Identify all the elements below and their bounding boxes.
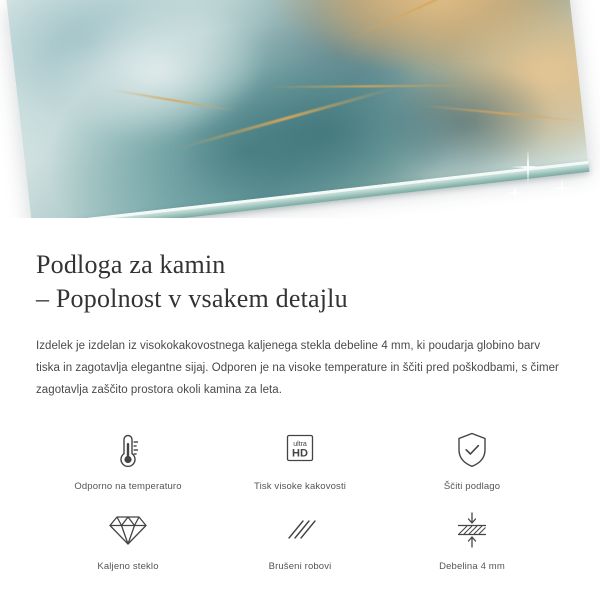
feature-label: Brušeni robovi: [268, 560, 332, 572]
hero-image-inner: [0, 0, 600, 218]
feature-item-thickness: [386, 508, 558, 572]
feature-item-print-quality: [214, 428, 386, 492]
svg-text:HD: HD: [292, 447, 308, 460]
thickness-4mm-icon: [450, 508, 494, 552]
feature-label: Debelina 4 mm: [439, 560, 505, 572]
feature-item-polished-edges: [214, 508, 386, 572]
glass-panel-artwork: [6, 0, 588, 218]
product-description: Izdelek je izdelan iz visokokakovostnega kaljenega stekla debeline 4 mm, ki poudarja globino barv tiska in zagotavlja elegantne sijaj. Odporen je na visoke temperature in ščiti pred poškodbami, s čimer zagotavlja zaščito prostora okoli kamina za leta.: [36, 339, 559, 397]
polished-edges-icon: [279, 508, 321, 552]
feature-item-protection: [386, 428, 558, 492]
feature-label: Ščiti podlago: [443, 480, 501, 492]
page-title-line-1: Podloga za kamin: [36, 250, 226, 279]
thermometer-icon: [111, 428, 145, 472]
feature-item-tempered-glass: [42, 508, 214, 572]
feature-label: Tisk visoke kakovosti: [253, 480, 347, 492]
svg-text:ultra: ultra: [293, 440, 307, 448]
feature-item-temperature: [42, 428, 214, 492]
shield-check-icon: [452, 428, 492, 472]
page-title: [36, 248, 564, 317]
hero-image: [0, 0, 600, 218]
feature-label: Kaljeno steklo: [97, 560, 159, 572]
feature-label: Odporno na temperaturo: [74, 480, 182, 492]
diamond-icon: [106, 508, 150, 552]
content-section: [0, 218, 600, 572]
ultra-hd-icon: [279, 428, 321, 472]
feature-grid: [36, 428, 564, 572]
page-title-line-2: – Popolnost v vsakem detajlu: [36, 284, 348, 314]
